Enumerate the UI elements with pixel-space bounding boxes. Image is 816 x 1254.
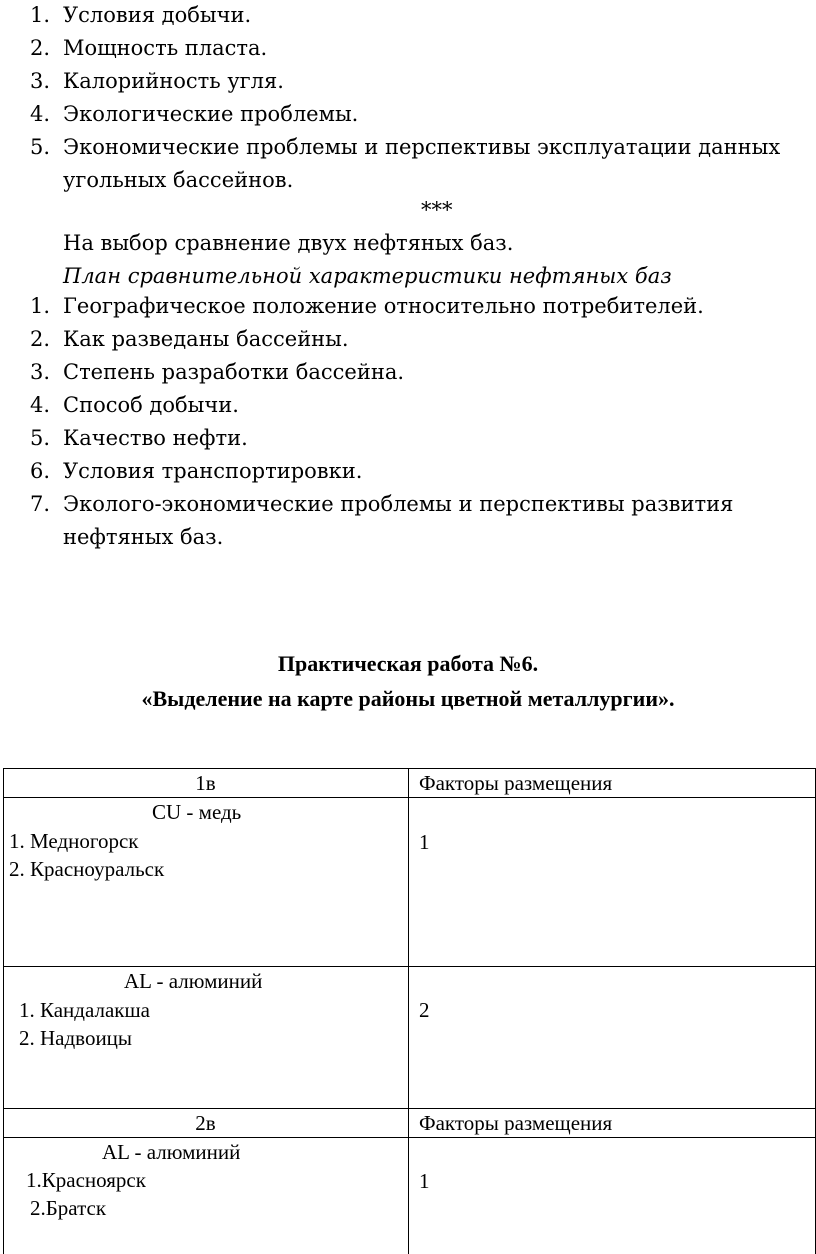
al1-title: AL - алюминий — [124, 969, 263, 993]
list1-item-5-continued: угольных бассейнов. — [63, 168, 294, 192]
list2-item-3: Степень разработки бассейна. — [63, 360, 405, 384]
list1-num-3: 3. — [30, 69, 51, 93]
table-header-variant-1: 1в — [195, 771, 216, 795]
table-row-divider — [3, 1137, 816, 1138]
practical-subtitle: «Выделение на карте районы цветной металлургии». — [141, 686, 675, 711]
al1-factor: 2 — [419, 998, 430, 1022]
cu-factor: 1 — [419, 830, 430, 854]
al1-item-2: 2. Надвоицы — [19, 1026, 133, 1050]
list1-item-3: Калорийность угля. — [63, 69, 284, 93]
list2-item-6: Условия транспортировки. — [63, 459, 363, 483]
list2-item-7: Эколого-экономические проблемы и перспективы развития — [63, 492, 734, 516]
cu-item-2: 2. Красноуральск — [9, 857, 165, 881]
list1-num-4: 4. — [30, 102, 51, 126]
list2-item-5: Качество нефти. — [63, 426, 248, 450]
al1-item-1: 1. Кандалакша — [19, 998, 150, 1022]
cu-item-1: 1. Медногорск — [9, 829, 139, 853]
list2-num-5: 5. — [30, 426, 51, 450]
al2-item-1: 1.Красноярск — [26, 1168, 146, 1192]
table-row-divider — [3, 1108, 816, 1109]
al2-item-2: 2.Братск — [30, 1196, 107, 1220]
plan-title: План сравнительной характеристики нефтяных баз — [63, 264, 672, 288]
table-border-left — [3, 768, 4, 1254]
list1-num-2: 2. — [30, 36, 51, 60]
table-header-factors-2: Факторы размещения — [419, 1111, 613, 1135]
table-border-top — [3, 768, 816, 769]
list2-item-7-continued: нефтяных баз. — [63, 525, 224, 549]
list1-item-4: Экологические проблемы. — [63, 102, 359, 126]
list2-item-4: Способ добычи. — [63, 393, 239, 417]
list2-num-7: 7. — [30, 492, 51, 516]
table-header-variant-2: 2в — [195, 1111, 216, 1135]
cu-title: CU - медь — [152, 800, 242, 824]
separator: *** — [421, 198, 453, 222]
list1-num-5: 5. — [30, 135, 51, 159]
table-header-factors-1: Факторы размещения — [419, 771, 613, 795]
choice-text: На выбор сравнение двух нефтяных баз. — [63, 231, 514, 255]
list2-num-2: 2. — [30, 327, 51, 351]
list2-item-1: Географическое положение относительно потребителей. — [63, 294, 704, 318]
list2-num-1: 1. — [30, 294, 51, 318]
list1-item-2: Мощность пласта. — [63, 36, 268, 60]
list2-num-6: 6. — [30, 459, 51, 483]
list1-item-5: Экономические проблемы и перспективы эксплуатации данных — [63, 135, 781, 159]
al2-factor: 1 — [419, 1169, 430, 1193]
list2-item-2: Как разведаны бассейны. — [63, 327, 349, 351]
al2-title: AL - алюминий — [102, 1140, 241, 1164]
table-row-divider — [3, 797, 816, 798]
list1-num-1: 1. — [30, 3, 51, 27]
list2-num-3: 3. — [30, 360, 51, 384]
table-column-divider — [408, 768, 409, 1254]
practical-title: Практическая работа №6. — [277, 651, 539, 676]
list1-item-1: Условия добычи. — [63, 3, 252, 27]
list2-num-4: 4. — [30, 393, 51, 417]
table-row-divider — [3, 966, 816, 967]
